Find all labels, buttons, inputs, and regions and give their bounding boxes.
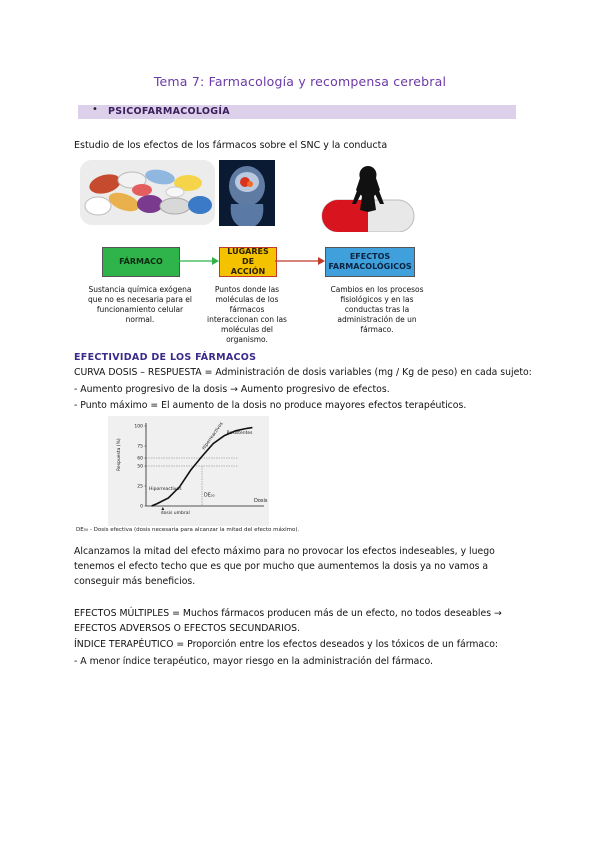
arrow-right-icon [318,257,325,265]
therapeutic-index-line: ÍNDICE TERAPÉUTICO = Proporción entre los efectos deseados y los tóxicos de un fármaco: [74,639,499,650]
brain-head-illustration [219,160,275,226]
lugares-description: Puntos donde las moléculas de los fármacos interaccionan con las moléculas del organismo. [207,285,287,344]
multiple-effects-line: EFECTOS MÚLTIPLES = Muchos fármacos producen más de un efecto, no todos deseables → EFECTOS ADVERSOS O EFECTOS SECUNDARIOS. [74,608,502,634]
section-heading: PSICOFARMACOLOGÍA [108,106,230,117]
y-tick-label: 50 [137,464,143,470]
intro-text: Estudio de los efectos de los fármacos sobre el SNC y la conducta [74,140,388,151]
therapeutic-risk-line: - A menor índice terapéutico, mayor riesgo en la administración del fármaco. [74,656,433,667]
y-axis-label: Respuesta (%) [117,438,122,471]
threshold-label: dosis umbral [160,511,190,516]
pills-illustration [80,160,215,225]
efectos-box [325,247,415,277]
page-title: Tema 7: Farmacología y recompensa cerebral [153,74,447,89]
efectos-label-line2: FARMACOLÓGICOS [328,262,412,271]
resistant-label: Resistentes [226,431,253,436]
y-tick-label: 60 [137,456,143,462]
lugares-label-line2: ACCIÓN [230,267,266,276]
pills-image [80,160,215,225]
addiction-illustration [318,160,418,232]
max-point-line: - Punto máximo = El aumento de la dosis no produce mayores efectos terapéuticos. [74,400,467,411]
lugares-label-line1: LUGARES DE [227,247,269,266]
addiction-capsule-image [318,160,418,232]
half-effect-paragraph: Alcanzamos la mitad del efecto máximo para no provocar los efectos indeseables, y luego tenemos el efecto techo que es que por mucho que aumentemos la dosis ya no vamos a conseguir más beneficios. [74,546,495,587]
lugares-accion-box [219,247,277,277]
y-tick-label: 100 [134,424,143,430]
farmaco-label: FÁRMACO [119,257,163,266]
arrow-1 [178,253,220,269]
threshold-arrow-icon [161,507,164,510]
progressive-dose-line: - Aumento progresivo de la dosis → Aumento progresivo de efectos. [74,384,390,395]
y-tick-label: 0 [140,504,143,510]
y-tick-label: 75 [137,444,143,450]
effectiveness-heading: EFECTIVIDAD DE LOS FÁRMACOS [74,352,257,363]
x-axis-label: Dosis [254,498,268,504]
y-tick-label: 25 [137,484,143,490]
brain-head-image [219,160,275,226]
efectos-description: Cambios en los procesos fisiológicos y en las conductas tras la administración de un fármaco. [330,285,424,334]
hyperresponsive-label: Hiperreactivos [201,421,225,452]
dose-response-chart [108,416,269,526]
chart-caption: DE₅₀ - Dosis efectiva (dosis necesaria para alcanzar la mitad del efecto máximo). [76,527,300,533]
efectos-label-line1: EFECTOS [349,252,391,261]
farmaco-description: Sustancia química exógena que no es necesaria para el funcionamiento celular normal. [87,285,193,324]
ed50-label: DE₅₀ [204,493,215,499]
bullet-icon: • [92,104,98,115]
arrow-2 [275,253,325,269]
dose-response-line: CURVA DOSIS – RESPUESTA = Administración de dosis variables (mg / Kg de peso) en cada sujeto: [74,367,532,378]
dose-response-svg [108,416,269,526]
arrow-right-icon [212,257,219,265]
hyporesponsive-label: Hiporreactivos [149,487,182,492]
farmaco-box [102,247,180,277]
